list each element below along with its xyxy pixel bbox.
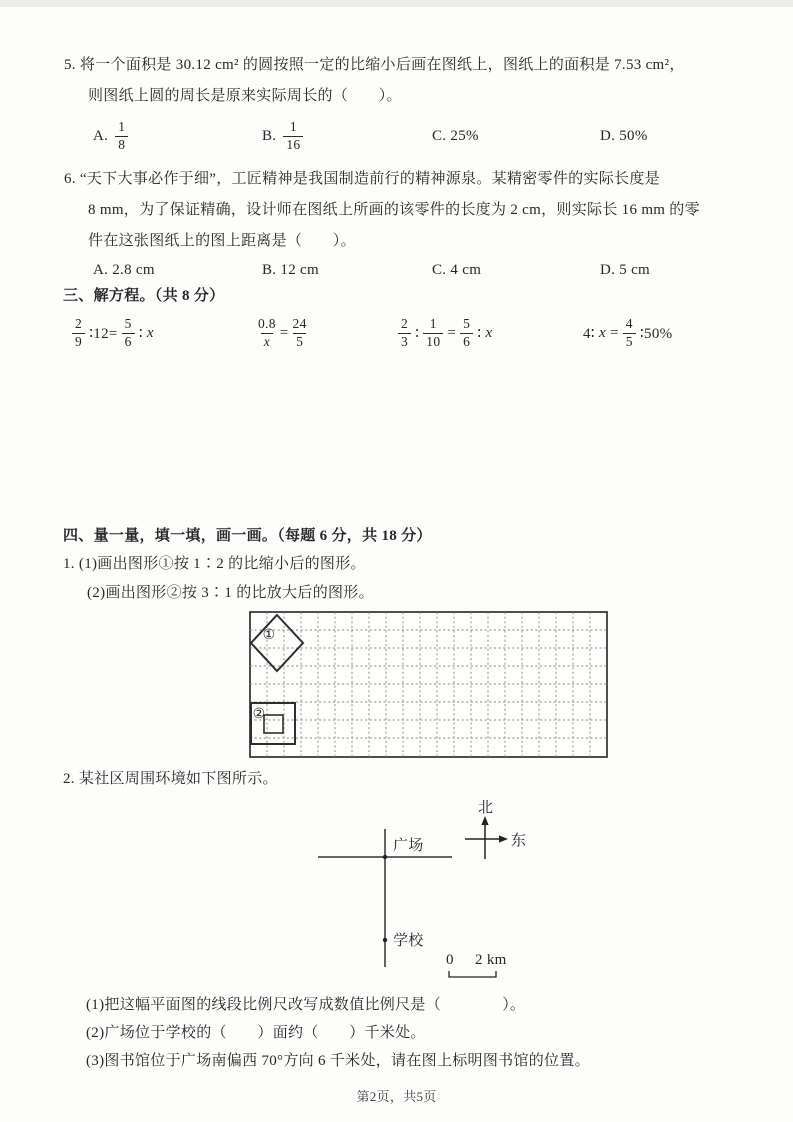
eq4-x: x [599,324,606,341]
eq3-f3-num: 5 [463,316,471,332]
eq2-f1-num: 0.8 [258,316,276,332]
equation-1 [72,306,154,360]
eq1-fraction-2 [122,316,135,349]
q6-option-a: A. 2.8 cm [93,261,155,278]
eq1-f1-num: 2 [75,316,83,332]
eq3-f3-den: 6 [460,333,473,350]
eq1-fraction-1 [72,316,85,349]
eq3-fraction-1 [398,316,411,349]
eq2-f1-den: x [261,333,273,350]
item2-text: 2. 某社区周围环境如下图所示。 [63,771,278,787]
shape-2-label: ② [252,707,266,722]
q5-b-numerator: 1 [289,119,297,135]
eq3-f1-num: 2 [401,316,409,332]
eq3-f2-den: 10 [423,333,443,350]
scale-distance-label: 2 km [475,952,507,968]
equation-4 [583,306,672,360]
question-5-options [0,112,793,160]
question-5-line1: 将一个面积是 30.12 cm² 的圆按照一定的比缩小后画在图纸上，图纸上的面积是 7.53 cm²， [79,57,685,73]
eq3-fraction-2 [423,316,443,349]
eq4-f1-num: 4 [625,316,633,332]
eq4-tail: ∶50% [639,325,673,342]
compass-east-label: 东 [511,833,527,849]
equation-3 [398,306,492,360]
community-map[interactable] [300,792,580,997]
compass-north-label: 北 [478,800,494,816]
eq3-equals: = [447,324,457,341]
equation-2 [258,306,307,360]
q5-option-c: C. 25% [432,127,479,144]
q5-option-a-label: A. [93,127,109,144]
item1-sub2: (2)画出图形②按 3∶1 的比放大后的图形。 [87,585,374,601]
q6-option-d: D. 5 cm [600,261,651,278]
q6-option-c: C. 4 cm [432,261,482,278]
item1-number: 1. [63,556,75,572]
section-3-heading: 三、解方程。（共 8 分） [63,288,225,304]
question-5-number: 5. [64,57,76,73]
item2-sub1: (1)把这幅平面图的线段比例尺改写成数值比例尺是（ ）。 [86,997,526,1013]
q5-option-a-fraction [115,119,128,152]
drawing-grid[interactable] [249,611,608,758]
eq1-x: x [146,324,154,341]
eq2-equals: = [279,324,289,341]
question-6-line1: “天下大事必作于细”，工匠精神是我国制造前行的精神源泉。某精密零件的实际长度是 [79,171,660,187]
item2-sub2: (2)广场位于学校的（ ）面约（ ）千米处。 [86,1025,426,1041]
question-5-line2: 则图纸上圆的周长是原来实际周长的（ ）。 [88,88,402,104]
page-footer: 第2页，共5页 [356,1089,437,1104]
map-scale-bar [446,952,507,977]
eq2-fraction-2 [293,316,307,349]
question-6-number: 6. [64,171,76,187]
item2-sub3: (3)图书馆位于广场南偏西 70°方向 6 千米处，请在图上标明图书馆的位置。 [86,1053,590,1069]
eq3-colon1: ∶ [415,325,420,342]
plaza-dot [383,855,387,859]
eq3-fraction-3 [460,316,473,349]
eq4-fraction-1 [623,316,636,349]
eq3-colon2: ∶ [477,325,482,342]
question-6-line2: 8 mm，为了保证精确，设计师在图纸上所画的该零件的长度为 2 cm，则实际长 16 mm 的零 [88,202,700,218]
eq3-f2-num: 1 [429,316,437,332]
section-4-heading: 四、量一量，填一填，画一画。（每题 6 分，共 18 分） [63,528,432,544]
scan-edge-band [0,0,793,7]
eq4-equals: = [609,324,619,341]
q5-a-numerator: 1 [118,119,126,135]
eq1-mid1: ∶12= [89,325,118,342]
compass-icon [465,799,526,859]
eq4-f1-den: 5 [623,333,636,350]
question-6-line3: 件在这张图纸上的图上距离是（ ）。 [88,233,356,249]
eq2-f2-den: 5 [293,333,306,350]
item1-line1 [63,549,366,580]
eq1-f2-den: 6 [122,333,135,350]
eq1-f2-num: 5 [124,316,132,332]
school-label: 学校 [393,933,424,949]
eq2-f2-num: 24 [292,316,307,332]
item1-sub1: (1)画出图形①按 1∶2 的比缩小后的图形。 [78,556,366,572]
eq2-fraction-1 [258,316,276,349]
grid-border [250,612,607,757]
map-roads [318,829,452,967]
question-5 [64,50,770,112]
q5-a-denominator: 8 [115,136,128,153]
question-6 [64,164,770,257]
q5-b-denominator: 16 [283,136,303,153]
eq3-f1-den: 3 [398,333,411,350]
eq3-x: x [485,324,493,341]
eq4-head: 4∶ [583,325,596,342]
q6-option-b: B. 12 cm [262,261,319,278]
q5-option-a [93,112,128,160]
q5-option-b-label: B. [262,127,277,144]
equations-row [0,306,793,360]
question-6-options [0,256,793,284]
eq1-f1-den: 9 [72,333,85,350]
q5-option-d: D. 50% [600,127,648,144]
q5-option-b-fraction [283,119,303,152]
q5-option-b [262,112,303,160]
scale-zero-label: 0 [446,952,454,968]
school-dot [383,938,387,942]
eq1-mid2: ∶ [138,325,143,342]
plaza-label: 广场 [393,838,424,854]
shape-1-label: ① [262,628,276,643]
